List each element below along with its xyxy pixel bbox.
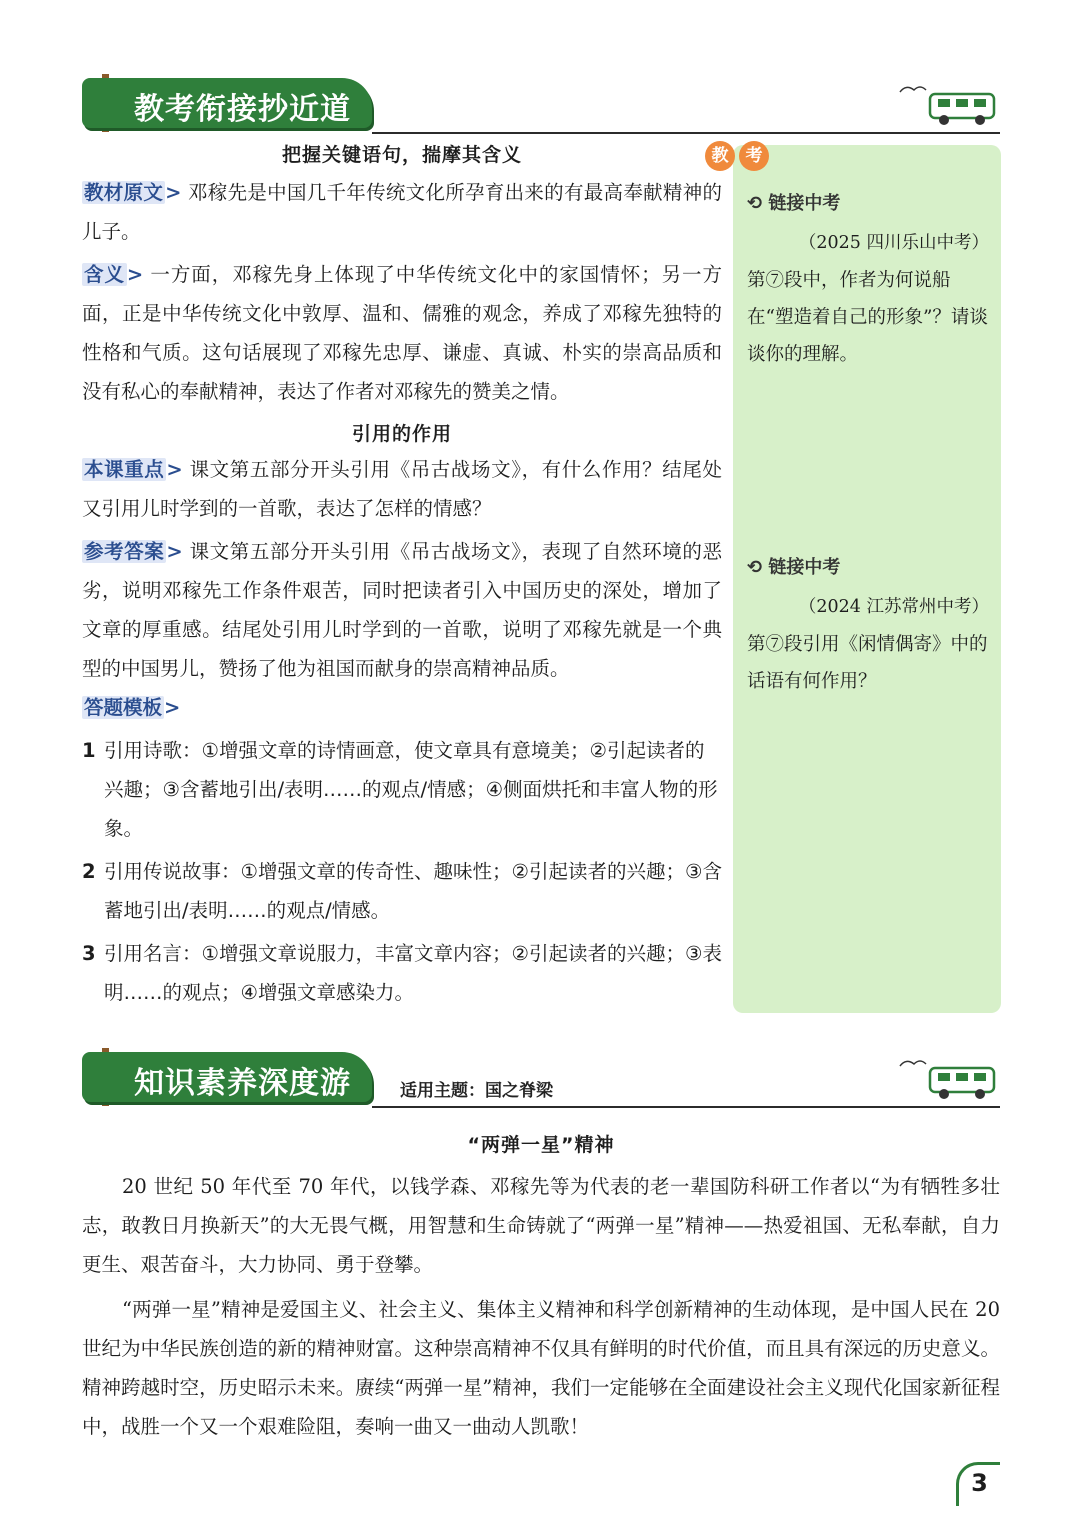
page-number: 3 bbox=[956, 1462, 1000, 1506]
chevron-right-icon: > bbox=[166, 540, 183, 563]
block1-heading: 把握关键语句，揣摩其含义 bbox=[281, 144, 522, 166]
chevron-right-icon: > bbox=[164, 696, 181, 719]
item-text: 引用诗歌：①增强文章的诗情画意，使文章具有意境美；②引起读者的兴趣；③含蓄地引出/表明……的观点/情感；④侧面烘托和丰富人物的形象。 bbox=[104, 739, 718, 840]
banner-rule bbox=[372, 132, 1000, 134]
article-paragraph-1: 20 世纪 50 年代至 70 年代，以钱学森、邓稼先等为代表的老一辈国防科研工作者以“为有牺牲多壮志，敢教日月换新天”的大无畏气概，用智慧和生命铸就了“两弹一星”精神——热爱祖国、无私奉献，自力更生、艰苦奋斗，大力协同、勇于登攀。 bbox=[82, 1175, 1000, 1276]
link-heading-1: ⟲ 链接中考 bbox=[747, 193, 841, 214]
template-item bbox=[82, 852, 722, 930]
section-banner-1 bbox=[82, 78, 1000, 138]
key-point-paragraph bbox=[82, 450, 722, 528]
meaning-tag: 含义 bbox=[84, 263, 125, 286]
section-title: 教考衔接抄近道 bbox=[82, 78, 372, 128]
link-source-1: （2025 四川乐山中考） bbox=[798, 233, 989, 253]
link-question-2: 第⑦段引用《闲情偶寄》中的话语有何作用？ bbox=[747, 634, 988, 692]
left-column bbox=[82, 140, 722, 1012]
article-paragraph-2: “两弹一星”精神是爱国主义、社会主义、集体主义精神和科学创新精神的生动体现，是中国人民在 20 世纪为中华民族创造的新的精神财富。这种崇高精神不仅具有鲜明的时代价值，而且具有深远的历史意义。精神跨越时空，历史昭示未来。赓续“两弹一星”精神，我们一定能够在全面建设社会主义现代化国家新征程中，战胜一个又一个艰难险阻，奏响一曲又一曲动人凯歌！ bbox=[82, 1298, 1000, 1438]
chevron-right-icon: > bbox=[166, 458, 183, 481]
sidebar-tab-teach: 教 bbox=[705, 141, 735, 171]
original-text-tag: 教材原文 bbox=[84, 181, 164, 204]
answer-text: 课文第五部分开头引用《吊古战场文》，表现了自然环境的恶劣，说明邓稼先工作条件艰苦，同时把读者引入中国历史的深处，增加了文章的厚重感。结尾处引用儿时学到的一首歌，说明了邓稼先就是一个典型的中国男儿，赞扬了他为祖国而献身的崇高精神品质。 bbox=[82, 540, 722, 680]
article-title: “两弹一星”精神 bbox=[467, 1134, 615, 1156]
link-source-2: （2024 江苏常州中考） bbox=[798, 597, 989, 617]
key-point-text: 课文第五部分开头引用《吊古战场文》，有什么作用？结尾处又引用儿时学到的一首歌，表达了怎样的情感？ bbox=[82, 458, 722, 520]
refresh-link-icon: ⟲ bbox=[747, 557, 763, 578]
item-number: 1 bbox=[82, 739, 96, 762]
template-item bbox=[82, 731, 722, 848]
link-body-1 bbox=[747, 225, 989, 373]
link-heading-2: ⟲ 链接中考 bbox=[747, 557, 841, 578]
link-question-1: 第⑦段中，作者为何说船在“塑造着自己的形象”？请谈谈你的理解。 bbox=[747, 270, 988, 365]
meaning-paragraph bbox=[82, 255, 722, 411]
article bbox=[82, 1130, 1000, 1446]
key-point-tag: 本课重点 bbox=[84, 458, 165, 481]
section-banner-2 bbox=[82, 1052, 1000, 1112]
answer-tag: 参考答案 bbox=[84, 540, 165, 563]
item-text: 引用传说故事：①增强文章的传奇性、趣味性；②引起读者的兴趣；③含蓄地引出/表明……的观点/情感。 bbox=[104, 860, 722, 922]
meaning-text: 一方面，邓稼先身上体现了中华传统文化中的家国情怀；另一方面，正是中华传统文化中敦厚、温和、儒雅的观念，养成了邓稼先独特的性格和气质。这句话展现了邓稼先忠厚、谦虚、真诚、朴实的崇高品质和没有私心的奉献精神，表达了作者对邓稼先的赞美之情。 bbox=[82, 263, 722, 403]
template-heading-row bbox=[82, 688, 722, 727]
sidebar-tab-exam: 考 bbox=[739, 141, 769, 171]
original-text-paragraph bbox=[82, 173, 722, 251]
section-title: 知识素养深度游 bbox=[82, 1052, 372, 1102]
link-body-2 bbox=[747, 589, 989, 700]
template-tag: 答题模板 bbox=[84, 696, 163, 719]
banner-rule bbox=[372, 1106, 1000, 1108]
item-number: 2 bbox=[82, 860, 96, 883]
original-text: 邓稼先是中国几千年传统文化所孕育出来的有最高奉献精神的儿子。 bbox=[82, 181, 722, 243]
answer-paragraph bbox=[82, 532, 722, 688]
camper-van-icon bbox=[890, 78, 1000, 128]
applicable-theme: 适用主题：国之脊梁 bbox=[400, 1081, 553, 1101]
item-number: 3 bbox=[82, 942, 96, 965]
chevron-right-icon: > bbox=[165, 181, 182, 204]
chevron-right-icon: > bbox=[126, 263, 144, 286]
exam-link-sidebar bbox=[711, 145, 1001, 1013]
template-list bbox=[82, 731, 722, 1012]
block2-heading: 引用的作用 bbox=[351, 423, 452, 445]
template-item bbox=[82, 934, 722, 1012]
camper-van-icon bbox=[890, 1052, 1000, 1102]
refresh-link-icon: ⟲ bbox=[747, 193, 763, 214]
item-text: 引用名言：①增强文章说服力，丰富文章内容；②引起读者的兴趣；③表明……的观点；④增强文章感染力。 bbox=[104, 942, 722, 1004]
